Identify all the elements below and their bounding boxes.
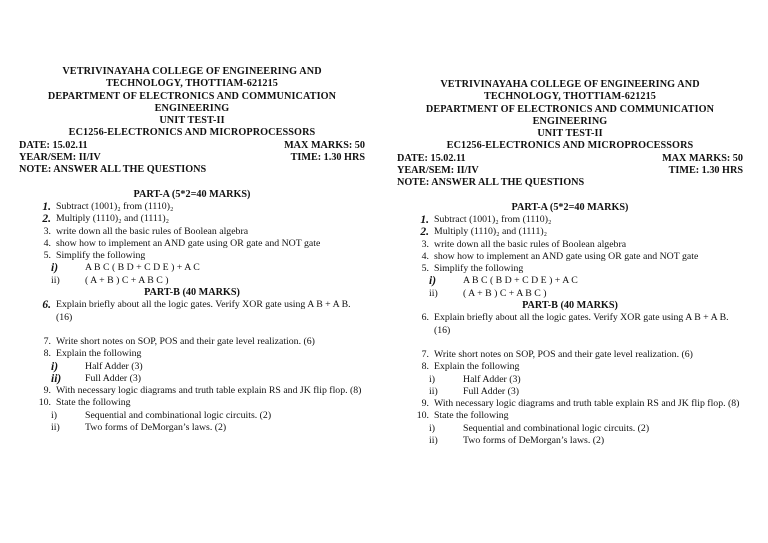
question-text: Multiply (1110)₂ and (1111)₂ — [56, 213, 170, 225]
question-8 — [397, 361, 743, 373]
question-10 — [397, 410, 743, 422]
question-number: 4. — [43, 237, 51, 249]
question-number: 5. — [43, 250, 51, 262]
question-3 — [397, 239, 743, 251]
question-number: 9. — [43, 385, 51, 397]
question-8 — [19, 348, 365, 360]
instruction-note: NOTE: ANSWER ALL THE QUESTIONS — [19, 164, 207, 176]
question-text: write down all the basic rules of Boolean algebra — [56, 225, 249, 237]
sub-text: Full Adder (3) — [463, 385, 520, 397]
question-10 — [19, 397, 365, 409]
course-title: EC1256-ELECTRONICS AND MICROPROCESSORS — [68, 127, 316, 139]
question-1 — [19, 201, 365, 213]
question-number: 7. — [421, 348, 429, 360]
part-b-title: PART-B (40 MARKS) — [144, 287, 240, 299]
question-5-i — [19, 262, 365, 274]
exam-date: DATE: 15.02.11 — [397, 152, 466, 164]
college-name-line1: VETRIVINAYAHA COLLEGE OF ENGINEERING AND — [440, 79, 700, 90]
question-text: Subtract (1001)₂ from (1110)₂ — [434, 213, 552, 225]
sub-number: ii) — [51, 274, 60, 286]
question-number: 8. — [43, 348, 51, 360]
sub-text: Two forms of DeMorgan’s laws. (2) — [85, 422, 227, 434]
question-text: Write short notes on SOP, POS and their gate level realization. (6) — [56, 335, 315, 347]
question-1 — [397, 214, 743, 226]
sub-number: ii) — [429, 287, 438, 299]
sub-number: i) — [51, 360, 59, 373]
question-5 — [397, 263, 743, 275]
question-4 — [19, 238, 365, 250]
part-b-title: PART-B (40 MARKS) — [522, 300, 618, 312]
question-number: 4. — [421, 250, 429, 262]
question-number: 10. — [38, 397, 51, 409]
question-9 — [19, 385, 365, 397]
sub-number: ii) — [429, 385, 438, 397]
exam-paper-left — [19, 66, 365, 434]
question-3 — [19, 226, 365, 238]
question-8-ii — [19, 373, 365, 385]
question-8-i — [397, 374, 743, 386]
department-line1: DEPARTMENT OF ELECTRONICS AND COMMUNICATION — [425, 103, 715, 115]
question-text: Explain briefly about all the logic gates. Verify XOR gate using A B + A B. (16) — [56, 299, 351, 323]
question-2 — [397, 226, 743, 238]
sub-text: Full Adder (3) — [85, 372, 142, 384]
max-marks: MAX MARKS: 50 — [662, 152, 743, 164]
question-6 — [19, 299, 365, 324]
date-marks-row — [397, 153, 743, 165]
question-9 — [397, 398, 743, 410]
college-name-line2: TECHNOLOGY, THOTTIAM-621215 — [484, 91, 656, 103]
sub-text: Half Adder (3) — [85, 360, 143, 372]
sub-text: ( A + B ) C + A B C ) — [85, 274, 169, 286]
college-name-line2: TECHNOLOGY, THOTTIAM-621215 — [106, 78, 278, 90]
question-text: Explain the following — [434, 361, 520, 373]
year-time-row — [397, 165, 743, 177]
question-text: Multiply (1110)₂ and (1111)₂ — [434, 226, 548, 238]
question-number: 8. — [421, 361, 429, 373]
department-line2: ENGINEERING — [154, 102, 230, 114]
course-title: EC1256-ELECTRONICS AND MICROPROCESSORS — [446, 140, 694, 152]
test-title: UNIT TEST-II — [537, 128, 603, 140]
sub-number: i) — [51, 262, 59, 275]
question-text: Subtract (1001)₂ from (1110)₂ — [56, 200, 174, 212]
question-10-ii — [19, 422, 365, 434]
question-text: Explain briefly about all the logic gates. Verify XOR gate using A B + A B. (16) — [434, 312, 729, 336]
instruction-note: NOTE: ANSWER ALL THE QUESTIONS — [397, 177, 585, 189]
max-marks: MAX MARKS: 50 — [284, 139, 365, 151]
sub-number: i) — [429, 422, 435, 434]
question-text: write down all the basic rules of Boolean algebra — [434, 238, 627, 250]
year-time-row — [19, 152, 365, 164]
question-number: 6. — [42, 299, 51, 312]
question-number: 1. — [42, 200, 51, 213]
question-number: 3. — [421, 238, 429, 250]
question-text: show how to implement an AND gate using OR gate and NOT gate — [434, 250, 699, 262]
question-text: Simplify the following — [434, 263, 524, 275]
year-semester: YEAR/SEM: II/IV — [397, 165, 479, 177]
question-text: With necessary logic diagrams and truth table explain RS and JK flip flop. (8) — [56, 385, 362, 397]
sub-text: Sequential and combinational logic circuits. (2) — [85, 409, 272, 421]
question-4 — [397, 251, 743, 263]
question-5-ii — [397, 288, 743, 300]
sub-number: i) — [429, 275, 437, 288]
question-number: 9. — [421, 398, 429, 410]
exam-date: DATE: 15.02.11 — [19, 139, 88, 151]
question-text: show how to implement an AND gate using OR gate and NOT gate — [56, 237, 321, 249]
question-10-ii — [397, 435, 743, 447]
question-10-i — [397, 423, 743, 435]
question-text: State the following — [434, 410, 509, 422]
sub-text: A B C ( B D + C D E ) + A C — [463, 275, 578, 287]
question-10-i — [19, 410, 365, 422]
exam-time: TIME: 1.30 HRS — [668, 165, 743, 177]
question-7 — [397, 349, 743, 361]
sub-text: Sequential and combinational logic circuits. (2) — [463, 422, 650, 434]
question-7 — [19, 336, 365, 348]
question-8-ii — [397, 386, 743, 398]
department-line2: ENGINEERING — [532, 115, 608, 127]
question-number: 6. — [421, 312, 429, 324]
sub-number: i) — [429, 373, 435, 385]
question-text: Explain the following — [56, 348, 142, 360]
exam-time: TIME: 1.30 HRS — [290, 152, 365, 164]
question-8-i — [19, 361, 365, 373]
college-name-line1: VETRIVINAYAHA COLLEGE OF ENGINEERING AND — [62, 66, 322, 77]
sub-number: ii) — [429, 435, 438, 447]
question-text: Write short notes on SOP, POS and their gate level realization. (6) — [434, 348, 693, 360]
question-5-ii — [19, 275, 365, 287]
question-number: 2. — [420, 226, 429, 239]
question-number: 7. — [43, 335, 51, 347]
part-a-title: PART-A (5*2=40 MARKS) — [133, 188, 251, 200]
question-text: State the following — [56, 397, 131, 409]
department-line1: DEPARTMENT OF ELECTRONICS AND COMMUNICATION — [47, 90, 337, 102]
test-title: UNIT TEST-II — [159, 115, 225, 127]
question-6 — [397, 312, 743, 337]
sub-text: ( A + B ) C + A B C ) — [463, 287, 547, 299]
question-5-i — [397, 275, 743, 287]
exam-paper-right — [397, 79, 743, 447]
question-text: Simplify the following — [56, 250, 146, 262]
part-a-title: PART-A (5*2=40 MARKS) — [511, 201, 629, 213]
sub-text: A B C ( B D + C D E ) + A C — [85, 262, 200, 274]
question-5 — [19, 250, 365, 262]
sub-number: ii) — [51, 372, 62, 385]
question-text: With necessary logic diagrams and truth table explain RS and JK flip flop. (8) — [434, 398, 740, 410]
date-marks-row — [19, 140, 365, 152]
question-number: 10. — [416, 410, 429, 422]
question-number: 5. — [421, 263, 429, 275]
year-semester: YEAR/SEM: II/IV — [19, 152, 101, 164]
sub-number: i) — [51, 409, 57, 421]
question-number: 1. — [420, 213, 429, 226]
sub-number: ii) — [51, 422, 60, 434]
question-2 — [19, 213, 365, 225]
sub-text: Half Adder (3) — [463, 373, 521, 385]
question-number: 3. — [43, 225, 51, 237]
question-number: 2. — [42, 213, 51, 226]
sub-text: Two forms of DeMorgan’s laws. (2) — [463, 435, 605, 447]
